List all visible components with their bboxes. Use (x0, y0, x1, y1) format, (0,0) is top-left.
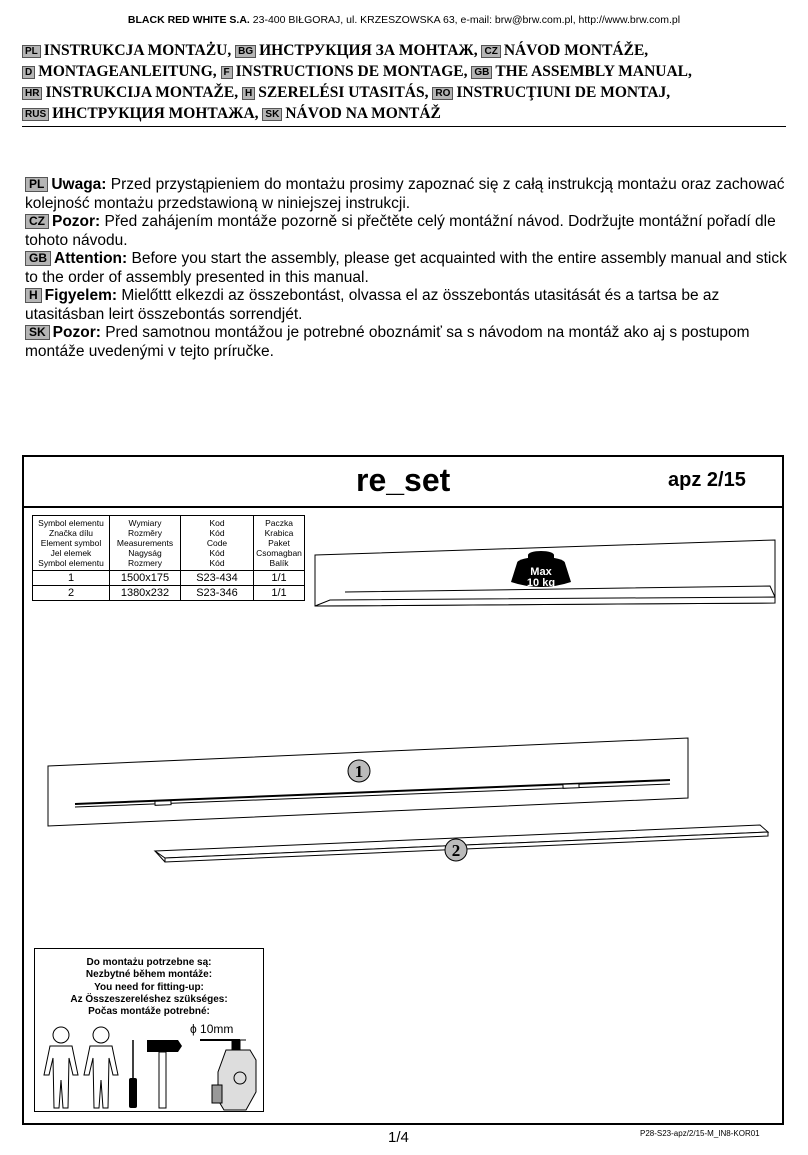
hammer-icon (147, 1040, 182, 1108)
tools-line: Do montażu potrzebne są: (86, 957, 212, 968)
part-badge-1 (348, 760, 370, 782)
cell-symbol: 2 (33, 586, 110, 601)
lang-badge: F (221, 66, 233, 79)
lang-badge: SK (25, 325, 50, 340)
lang-badge: SK (262, 108, 282, 121)
title-text: THE ASSEMBLY MANUAL, (495, 63, 692, 80)
warning-text: Przed przystąpieniem do montażu prosimy zapoznać się z całą instrukcją montażu oraz zachować kolejność montażu przedstawioną w niniejszej instrukcji. (25, 176, 785, 212)
title-text: INSTRUCŢIUNI DE MONTAJ, (456, 84, 671, 101)
person-icon (44, 1027, 78, 1108)
header-line: Wymiary (128, 518, 162, 528)
header-line: Csomagban (256, 548, 302, 558)
lang-badge: H (242, 87, 255, 100)
warning-text: Mielőttt elkezdi az összebontást, olvassa el az összebontás utasitását és a tartsa be az utasitásban leirt összebontás sorrendjét. (25, 287, 720, 323)
part-badge-2 (445, 839, 467, 861)
drill-bit-size: ϕ 10mm (190, 1022, 234, 1036)
shelf-board-front (315, 597, 775, 606)
header-line: Rozmery (127, 558, 162, 568)
lang-badge: PL (22, 45, 41, 58)
lang-badge: BG (235, 45, 256, 58)
header-line: Kód (209, 528, 225, 538)
lang-badge: CZ (25, 214, 49, 229)
header-line: Kód (209, 548, 225, 558)
header-line: Measurements (116, 538, 174, 548)
cell-code: S23-434 (181, 571, 254, 586)
warning-text: Pred samotnou montážou je potrebné oboznámiť sa s návodom na montáž ako aj s postupom montáže uvedenými v tejto príručke. (25, 324, 750, 360)
screwdriver-icon (129, 1040, 137, 1108)
header-line: Nagyság (128, 548, 162, 558)
tools-line: Počas montáže potrebné: (88, 1006, 210, 1018)
header-line: Element symbol (40, 538, 102, 548)
product-name: re_set (356, 462, 451, 498)
drill-icon (212, 1040, 256, 1110)
header-line: Paczka (265, 518, 293, 528)
tools-line: Nezbytné během montáže: (85, 969, 213, 981)
lang-badge: GB (471, 66, 492, 79)
warning-text: Před zahájením montáže pozorně si přečtěte celý montážní návod. Dodržujte montážní pořadí dle tohoto návodu. (25, 213, 776, 249)
header-line: Symbol elementu (38, 558, 104, 568)
lang-badge: RUS (22, 108, 49, 121)
tools-line: Az Összeszereléshez szükséges: (70, 993, 228, 1005)
person-icon (84, 1027, 118, 1108)
cell-dimensions: 1380x232 (110, 586, 181, 601)
warning-label: Pozor: (52, 324, 101, 341)
part-label-1: 1 (354, 762, 364, 781)
part-label-2: 2 (451, 841, 461, 860)
title-text: INSTRUKCJA MONTAŻU, (43, 42, 232, 59)
warning-label: Uwaga: (51, 176, 107, 193)
warning-label: Attention: (54, 250, 128, 267)
cell-symbol: 1 (33, 571, 110, 586)
title-text: NÁVOD MONTÁŽE, (503, 42, 649, 59)
tools-line: You need for fitting-up: (94, 981, 204, 993)
header-line: Kód (209, 558, 225, 568)
company-address: 23-400 BIŁGORAJ, ul. KRZESZOWSKA 63, e-mail: brw@brw.com.pl, http://www.brw.com.pl (252, 14, 681, 26)
cell-package: 1/1 (254, 586, 305, 601)
lang-badge: H (25, 288, 42, 303)
title-text: ИНСТРУКЦИЯ ЗА МОНТАЖ, (259, 42, 478, 59)
document-reference: P28-S23-apz/2/15-M_IN8-KOR01 (640, 1129, 760, 1138)
warning-label: Pozor: (52, 213, 101, 230)
header-line: Značka dílu (49, 528, 93, 538)
warning-text: Before you start the assembly, please get acquainted with the entire assembly manual and stick to the order of assembly presented in this manual. (25, 250, 787, 286)
header-line: Kod (209, 518, 225, 528)
shelf-board-top (345, 586, 775, 597)
load-label: Max (530, 566, 552, 578)
header-line: Symbol elementu (38, 518, 104, 528)
cell-package: 1/1 (254, 571, 305, 586)
lang-badge: RO (432, 87, 453, 100)
lang-badge: D (22, 66, 35, 79)
header-line: Code (206, 538, 228, 548)
title-text: SZERELÉSI UTASITÁS, (258, 84, 429, 101)
cell-dimensions: 1500x175 (110, 571, 181, 586)
title-text: ИНСТРУКЦИЯ МОНТАЖА, (52, 105, 259, 122)
header-line: Balík (269, 558, 289, 568)
header-line: Krabica (264, 528, 294, 538)
header-line: Jel elemek (50, 548, 92, 558)
product-code: apz 2/15 (668, 469, 746, 491)
panel-1-outline (48, 738, 688, 826)
weight-icon (511, 551, 571, 589)
panel-1-drawing (48, 738, 688, 826)
title-text: NÁVOD NA MONTÁŽ (285, 105, 441, 122)
title-text: INSTRUCTIONS DE MONTAGE, (235, 63, 468, 80)
cell-code: S23-346 (181, 586, 254, 601)
lang-badge: CZ (481, 45, 500, 58)
lang-badge: HR (22, 87, 42, 100)
lang-badge: PL (25, 177, 48, 192)
title-text: MONTAGEANLEITUNG, (38, 63, 217, 80)
header-line: Rozměry (127, 528, 162, 538)
company-name: BLACK RED WHITE S.A. (127, 14, 250, 26)
page-number: 1/4 (388, 1129, 409, 1146)
title-text: INSTRUKCIJA MONTAŽE, (45, 84, 239, 101)
warning-label: Figyelem: (44, 287, 118, 304)
load-value: 10 kg (526, 577, 556, 589)
lang-badge: GB (25, 251, 51, 266)
header-line: Paket (268, 538, 290, 548)
